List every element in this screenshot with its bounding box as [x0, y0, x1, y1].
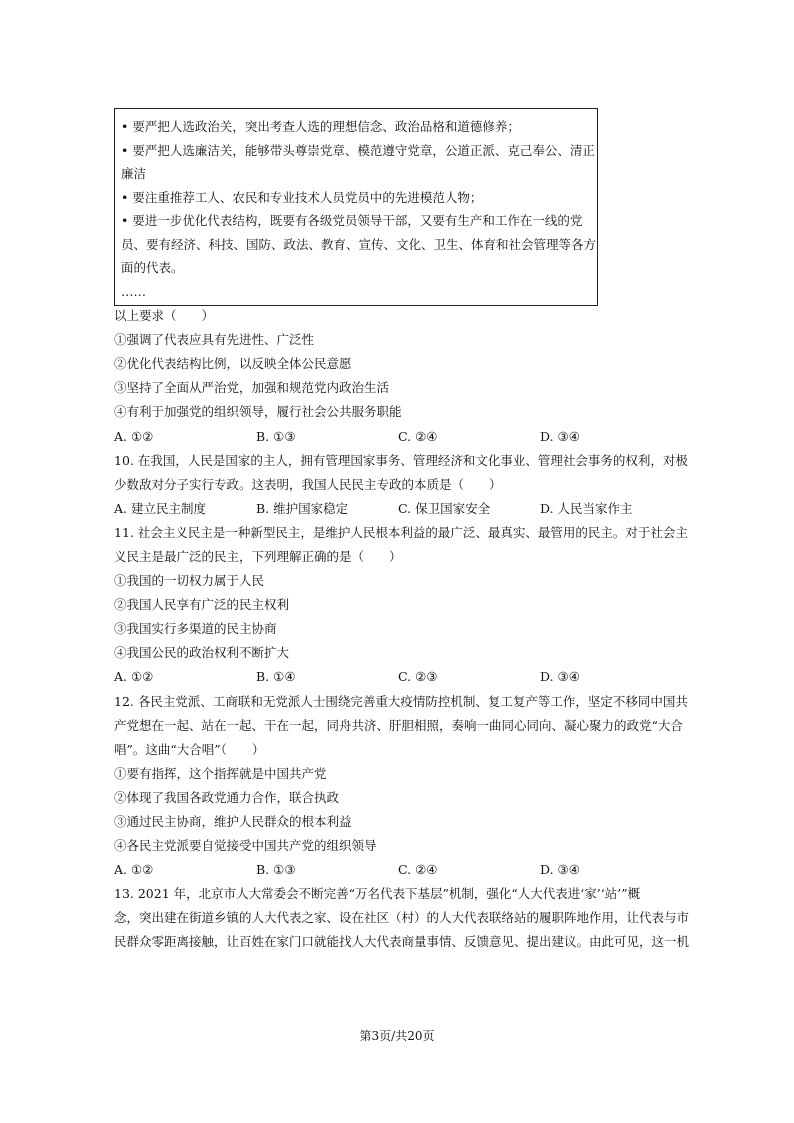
option-b[interactable]: B. ①④: [256, 669, 296, 684]
option-d[interactable]: D. 人民当家作主: [540, 501, 633, 516]
option-b[interactable]: B. ①③: [256, 862, 296, 877]
box-line: • 要严把人选政治关，突出考查人选的理想信念、政治品格和道德修养；: [121, 119, 520, 134]
q13-stem-line: 民群众零距离接触，让百姓在家门口就能找人大代表商量事情、反馈意见、提出建议。由此可见，这一机: [114, 934, 690, 949]
option-c[interactable]: C. ②③: [398, 669, 438, 684]
q11-stem-line: 义民主是最广泛的民主，下列理解正确的是（ ）: [114, 549, 402, 564]
box-line: • 要进一步优化代表结构，既要有各级党员领导干部，又要有生产和工作在一线的党: [121, 213, 583, 228]
option-b[interactable]: B. 维护国家稳定: [256, 501, 349, 516]
q13-stem-line: 念，突出建在街道乡镇的人大代表之家、设在社区（村）的人大代表联络站的履职阵地作用，让代表与市: [114, 910, 690, 925]
q12-item-1: ①要有指挥，这个指挥就是中国共产党: [114, 766, 327, 781]
option-c[interactable]: C. ②④: [398, 862, 438, 877]
q9-item-2: ②优化代表结构比例，以反映全体公民意愿: [114, 356, 352, 371]
q11-item-3: ③我国实行多渠道的民主协商: [114, 621, 277, 636]
box-line: • 要注重推荐工人、农民和专业技术人员党员中的先进模范人物；: [121, 189, 483, 205]
box-line: 面的代表。: [121, 260, 184, 275]
q12-item-2: ②体现了我国各政党通力合作，联合执政: [114, 790, 340, 805]
quote-box: [114, 108, 598, 306]
q11-item-4: ④我国公民的政治权利不断扩大: [114, 645, 290, 660]
q12-stem-line: 唱”。这曲“大合唱”（ ）: [114, 742, 265, 757]
box-line: 廉洁: [121, 166, 147, 181]
option-a[interactable]: A. ①②: [114, 429, 154, 444]
q11-item-1: ①我国的一切权力属于人民: [114, 573, 265, 588]
q9-item-1: ①强调了代表应具有先进性、广泛性: [114, 332, 315, 347]
q12-options: [114, 862, 674, 878]
box-line: ……: [121, 283, 146, 299]
box-line: 员、要有经济、科技、国防、政法、教育、宣传、文化、卫生、体育和社会管理等各方: [121, 236, 597, 252]
q11-options: [114, 669, 674, 685]
option-c[interactable]: C. 保卫国家安全: [398, 501, 491, 516]
q12-item-4: ④各民主党派要自觉接受中国共产党的组织领导: [114, 838, 377, 853]
q10-stem-line: 少数敌对分子实行专政。这表明，我国人民民主专政的本质是（ ）: [114, 477, 502, 492]
q10-stem-line: 10. 在我国，人民是国家的主人，拥有管理国家事务、管理经济和文化事业、管理社会事务的权利，对极: [114, 453, 688, 468]
q9-options: [114, 429, 674, 445]
q12-stem-line: 12. 各民主党派、工商联和无党派人士围绕完善重大疫情防控机制、复工复产等工作，坚定不移同中国共: [114, 694, 688, 709]
box-line: • 要严把人选廉洁关，能够带头尊崇党章、模范遵守党章，公道正派、克己奉公、清正: [121, 142, 595, 158]
q9-stem: 以上要求（ ）: [114, 308, 215, 323]
q11-item-2: ②我国人民享有广泛的民主权利: [114, 597, 290, 612]
option-a[interactable]: A. 建立民主制度: [114, 501, 206, 516]
option-b[interactable]: B. ①③: [256, 429, 296, 444]
page-number: 第3页/共20页: [359, 1029, 435, 1043]
q10-options: [114, 501, 674, 517]
option-a[interactable]: A. ①②: [114, 862, 154, 877]
q13-stem-line: 13. 2021 年，北京市人大常委会不断完善“万名代表下基层”机制，强化“人大代表进‘家’‘站’”概: [114, 886, 641, 901]
option-c[interactable]: C. ②④: [398, 429, 438, 444]
q11-stem-line: 11. 社会主义民主是一种新型民主，是维护人民根本利益的最广泛、最真实、最管用的民主。对于社会主: [114, 525, 688, 540]
q9-item-3: ③坚持了全面从严治党，加强和规范党内政治生活: [114, 380, 390, 395]
q9-item-4: ④有利于加强党的组织领导，履行社会公共服务职能: [114, 404, 402, 419]
option-a[interactable]: A. ①②: [114, 669, 154, 684]
option-d[interactable]: D. ③④: [540, 429, 580, 444]
option-d[interactable]: D. ③④: [540, 862, 580, 877]
option-d[interactable]: D. ③④: [540, 669, 580, 684]
q12-item-3: ③通过民主协商，维护人民群众的根本利益: [114, 814, 352, 829]
q12-stem-line: 产党想在一起、站在一起、干在一起，同舟共济、肝胆相照，奏响一曲同心同向、凝心聚力的政党“大合: [114, 718, 683, 733]
